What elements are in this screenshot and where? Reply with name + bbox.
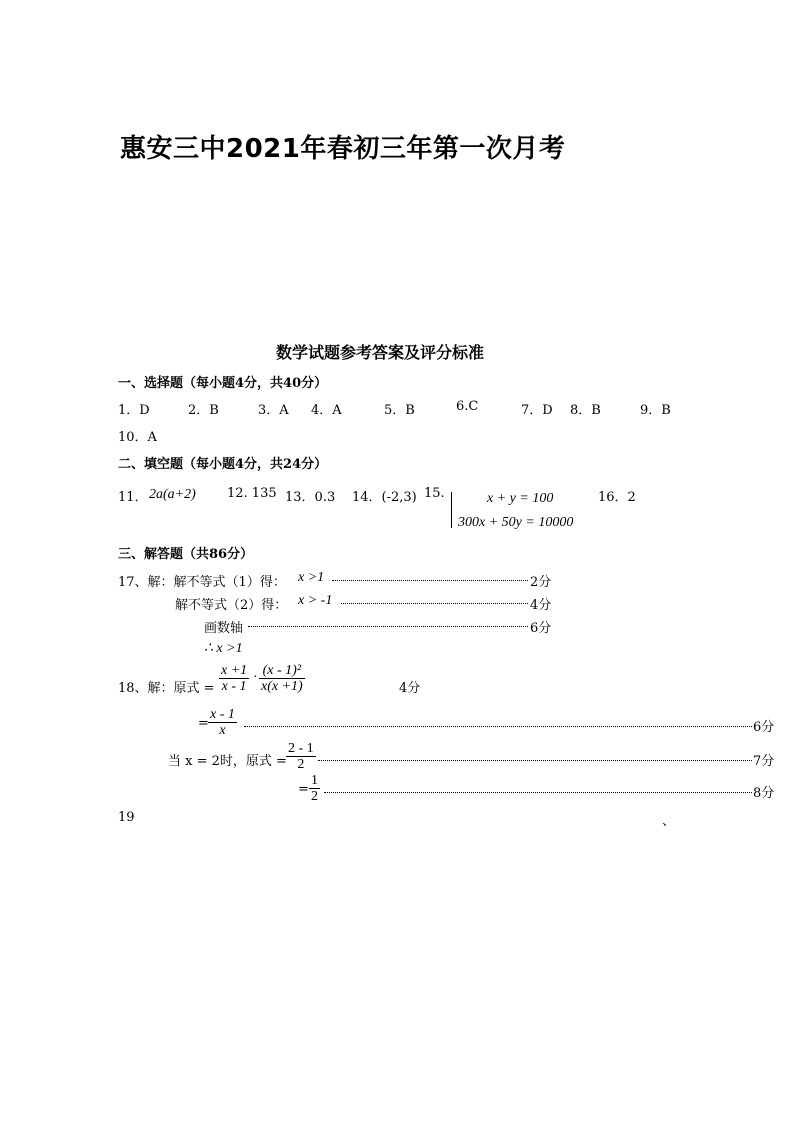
q17-line2-score: 4分 xyxy=(530,598,552,613)
q17-line2-leader xyxy=(341,603,528,604)
answer-key-subtitle: 数学试题参考答案及评分标准 xyxy=(276,343,485,362)
q17-line3-leader xyxy=(248,626,528,627)
q18-line2-leader xyxy=(244,726,752,727)
q18-score-3: 7分 xyxy=(753,754,775,769)
fill-answer-11-label: 11． xyxy=(118,490,148,505)
q18-frac5-den: 2 xyxy=(311,789,318,804)
q18-fraction-4 xyxy=(286,741,316,772)
q18-frac4-den: 2 xyxy=(297,757,305,772)
q18-fraction-2 xyxy=(259,663,305,694)
q18-score-2: 6分 xyxy=(753,720,775,735)
q18-fraction-5 xyxy=(309,773,320,804)
choice-answer-7: 7．D xyxy=(521,403,553,418)
q17-line1-score: 2分 xyxy=(530,575,552,590)
q18-frac3-num: x - 1 xyxy=(210,707,235,722)
fill-answer-12: 12. 135 xyxy=(227,486,277,501)
q18-fraction-1 xyxy=(219,663,249,694)
q18-line3-leader xyxy=(318,760,752,761)
section3-heading: 三、解答题（共86分） xyxy=(118,547,254,562)
q18-frac1-den: x - 1 xyxy=(221,679,247,694)
choice-answer-1: 1．D xyxy=(118,403,150,418)
q17-line1-expr: x >1 xyxy=(298,570,325,585)
q17-line2-label: 解不等式（2）得： xyxy=(175,598,288,613)
q18-frac1-num: x +1 xyxy=(221,663,248,678)
q17-line3-score: 6分 xyxy=(530,621,552,636)
q18-frac4-num: 2 - 1 xyxy=(288,741,314,756)
fill-answer-15-eq2: 300x + 50y = 10000 xyxy=(458,515,574,530)
choice-answer-10: 10．A xyxy=(118,430,157,445)
section1-heading: 一、选择题（每小题4分，共40分） xyxy=(118,376,328,391)
choice-answer-5: 5．B xyxy=(384,403,415,418)
choice-answer-4: 4．A xyxy=(311,403,342,418)
q18-label: 18、解：原式 = xyxy=(118,681,215,696)
q18-frac3-den: x xyxy=(219,723,226,738)
fill-answer-16: 16．2 xyxy=(598,490,636,505)
q18-equals-2: = xyxy=(298,782,309,797)
q18-line4-leader xyxy=(324,792,752,793)
choice-answer-9: 9．B xyxy=(640,403,671,418)
q18-frac5-num: 1 xyxy=(311,773,318,788)
q17-conclusion: ∴ x >1 xyxy=(204,641,243,656)
section2-heading: 二、填空题（每小题4分，共24分） xyxy=(118,457,328,472)
fill-answer-15-label: 15. xyxy=(424,486,445,501)
q17-line1-label: 17、解：解不等式（1）得： xyxy=(118,575,286,590)
q18-fraction-3 xyxy=(208,707,237,738)
q18-when-label: 当 x = 2时，原式 = xyxy=(168,754,287,769)
fill-answer-11-expr: 2a(a+2) xyxy=(149,487,196,502)
q18-frac2-num: (x - 1)² xyxy=(259,663,305,679)
choice-answer-2: 2．B xyxy=(188,403,219,418)
choice-answer-8: 8．B xyxy=(570,403,601,418)
q18-multiply: · xyxy=(253,670,258,685)
document-title: 惠安三中2021年春初三年第一次月考 xyxy=(120,134,566,164)
fill-answer-15-eq1: x + y = 100 xyxy=(487,491,554,506)
fill-answer-13: 13．0.3 xyxy=(285,490,336,505)
q18-equals: = xyxy=(198,716,209,731)
system-brace xyxy=(451,492,452,528)
q18-score-1: 4分 xyxy=(399,681,421,696)
q17-line2-expr: x > -1 xyxy=(298,593,333,608)
q19-mark: 、 xyxy=(662,814,676,829)
q17-line1-leader xyxy=(332,580,528,581)
q17-line3-label: 画数轴 xyxy=(204,621,244,636)
q18-frac2-den: x(x +1) xyxy=(261,679,303,694)
q18-score-4: 8分 xyxy=(753,786,775,801)
q19-label: 19 xyxy=(118,810,135,825)
choice-answer-3: 3．A xyxy=(258,403,289,418)
fill-answer-14: 14．(-2,3) xyxy=(352,490,417,505)
choice-answer-6: 6.C xyxy=(456,399,479,414)
